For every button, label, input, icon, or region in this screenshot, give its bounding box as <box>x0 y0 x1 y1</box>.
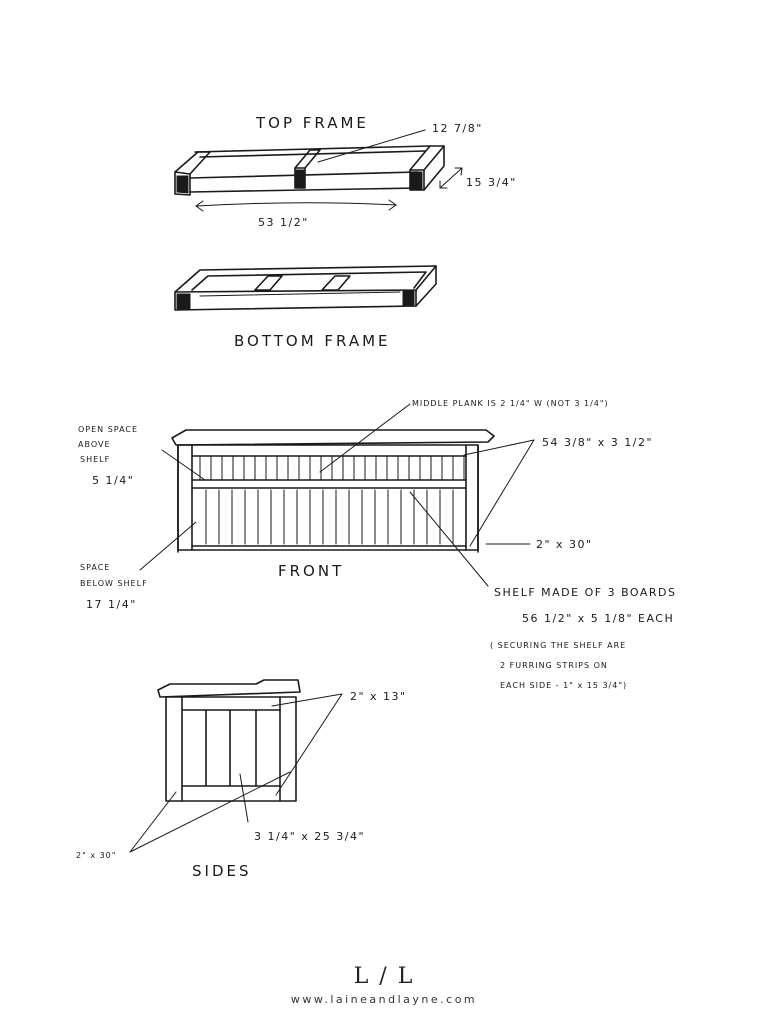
sides-slat-dimension: 3 1/4" x 25 3/4" <box>254 830 366 843</box>
bottom-frame-title: BOTTOM FRAME <box>234 332 391 350</box>
front-space-below-value: 17 1/4" <box>86 598 137 611</box>
front-open-space-label-2: ABOVE <box>78 440 111 449</box>
footer <box>0 964 768 1006</box>
front-top-dimension: 54 3/8" x 3 1/2" <box>542 436 654 449</box>
website-link[interactable]: www.laineandlayne.com <box>290 993 478 1006</box>
bottom-frame-drawing <box>175 266 436 310</box>
front-middle-plank-note: MIDDLE PLANK IS 2 1/4" W (NOT 3 1/4") <box>412 399 609 408</box>
front-shelf-note-3: ( SECURING THE SHELF ARE <box>490 641 627 650</box>
front-shelf-note-5: EACH SIDE - 1" x 15 3/4") <box>500 681 628 690</box>
top-frame-depth-dimension: 15 3/4" <box>466 176 517 189</box>
sides-drawing <box>130 680 342 852</box>
front-shelf-note-2: 56 1/2" x 5 1/8" EACH <box>522 612 675 625</box>
top-frame-divider-dimension: 12 7/8" <box>432 122 483 135</box>
front-drawing <box>140 404 534 586</box>
top-frame-title: TOP FRAME <box>256 114 369 132</box>
top-frame-length-dimension: 53 1/2" <box>258 216 309 229</box>
front-open-space-value: 5 1/4" <box>92 474 135 487</box>
front-space-below-label-2: BELOW SHELF <box>80 579 148 588</box>
brand-logo: L / L <box>353 964 415 989</box>
sides-top-dimension: 2" x 13" <box>350 690 407 703</box>
front-space-below-label-1: SPACE <box>80 563 111 572</box>
front-shelf-note-1: SHELF MADE OF 3 BOARDS <box>494 586 677 599</box>
front-open-space-label-3: SHELF <box>80 455 111 464</box>
front-shelf-note-4: 2 FURRING STRIPS ON <box>500 661 608 670</box>
front-leg-dimension: 2" x 30" <box>536 538 593 551</box>
sides-leg-dimension: 2" x 30" <box>76 851 117 860</box>
front-title: FRONT <box>278 562 345 580</box>
front-open-space-label-1: OPEN SPACE <box>78 425 139 434</box>
top-frame-drawing <box>175 130 462 211</box>
sides-title: SIDES <box>192 862 252 880</box>
